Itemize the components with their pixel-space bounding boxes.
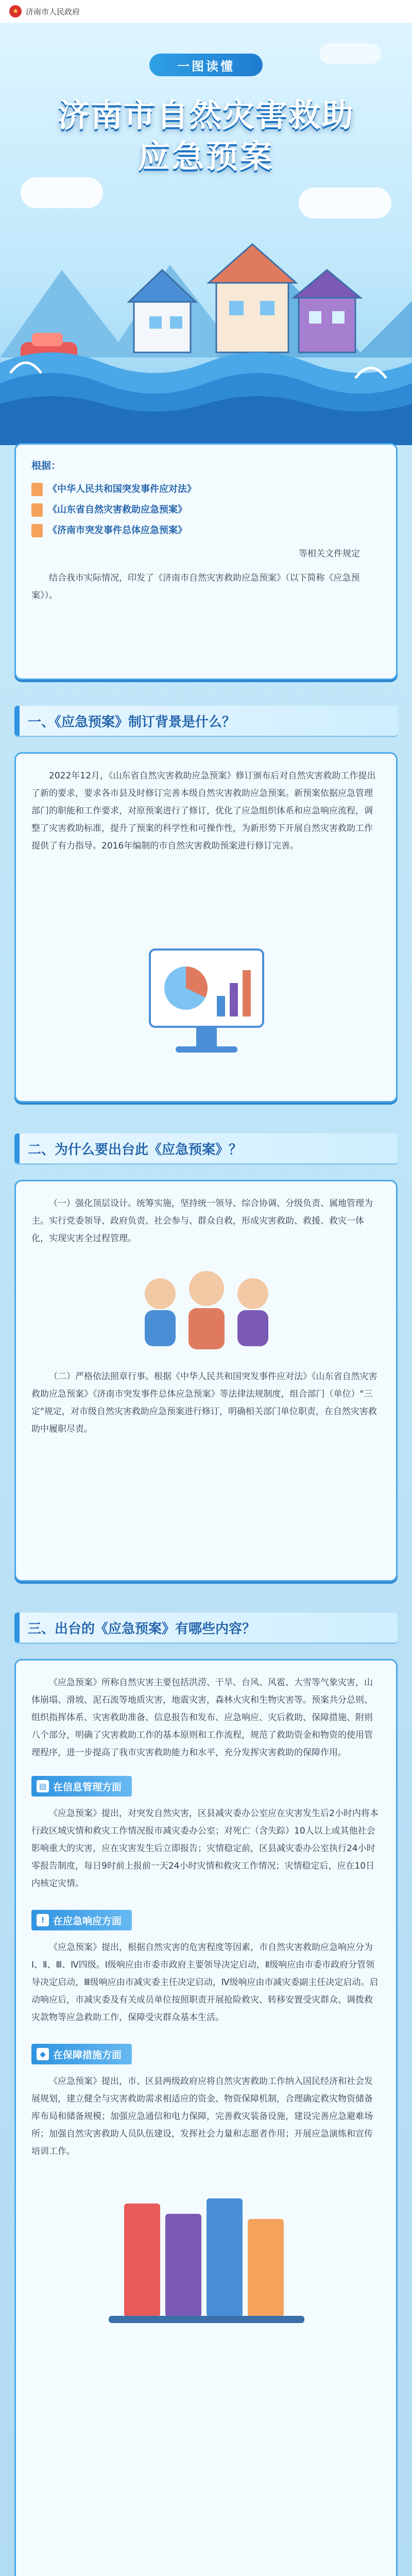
hero-title-line2: 应急预案 <box>138 138 274 175</box>
hero-banner <box>0 23 412 445</box>
top-bar <box>0 0 412 23</box>
document-icon: ▤ <box>37 1780 49 1792</box>
content-part-body: 《应急预案》提出，根据自然灾害的危害程度等因素，市自然灾害救助应急响应分为Ⅰ、Ⅱ、Ⅲ、Ⅳ四级。Ⅰ级响应由市委市政府主要领导决定启动，Ⅱ级响应由市委市政府分管领导决定启动，Ⅲ级响应由市减灾委主任决定启动，Ⅳ级响应由市减灾委副主任决定启动。启动响应后，市减灾委及有关成员单位按照职责开展抢险救灾、转移安置受灾群众、调拨救灾款物等应急救助工作，保障受灾群众基本生活。 <box>31 1942 379 2023</box>
content-part-body: 《应急预案》提出，市、区县两级政府应将自然灾害救助工作纳入国民经济和社会发展规划，建立健全与灾害救助需求相适应的资金、物资保障机制，合理确定救灾物资储备库布局和储备规模；加强应急通信和电力保障，完善救灾装备设施，建设完善应急避难场所；加强自然灾害救助人员队伍建设，发挥社会力量和志愿者作用；开展应急演练和宣传培训工作。 <box>31 2076 373 2157</box>
law-item <box>31 500 381 520</box>
shield-icon: ◆ <box>37 2048 49 2060</box>
basis-summary: 结合我市实际情况，印发了《济南市自然灾害救助应急预案》（以下简称《应急预案》）。 <box>31 573 360 601</box>
section-2-title: 二、为什么要出台此《应急预案》？ <box>14 1133 398 1163</box>
books-illustration <box>31 2183 382 2337</box>
hero-title-line1: 济南市自然灾害救助 <box>57 96 354 134</box>
alert-icon: ! <box>37 1914 49 1926</box>
law-title: 《山东省自然灾害救助应急预案》 <box>48 504 187 515</box>
content-part <box>31 1910 381 2026</box>
section-2-card <box>14 1180 398 1582</box>
section-3-intro: 《应急预案》所称自然灾害主要包括洪涝、干旱、台风、风雹、大雪等气象灾害，山体崩塌、滑坡、泥石流等地质灾害，地震灾害，森林火灾和生物灾害等。预案共分总则、组织指挥体系、灾害救助准备、信息报告和发布、应急响应、灾后救助、保障措施、附则八个部分，明确了灾害救助工作的基本原则和工作流程，规范了救助资金和物资的使用管理程序，进一步提高了我市灾害救助能力和水平，充分发挥灾害救助的保障作用。 <box>31 1677 373 1758</box>
section-3-parts <box>31 1776 381 2160</box>
section-1-title: 一、《应急预案》制订背景是什么？ <box>14 706 398 736</box>
section-3-card <box>14 1659 398 2576</box>
content-part-label <box>31 1776 132 1797</box>
section-2-point-1: （一）强化顶层设计。统筹实施，坚持统一领导、综合协调、分级负责、属地管理为主。实行党委领导、政府负责、社会参与、群众自救，形成灾害救助、救援、救灾一体化，实现灾害全过程管理。 <box>31 1198 373 1244</box>
content-part <box>31 2044 381 2160</box>
law-list <box>31 479 381 541</box>
section-2-point-2: （二）严格依法照章行事。根据《中华人民共和国突发事件应对法》《山东省自然灾害救助应急预案》《济南市突发事件总体应急预案》等法律法规制度，组合部门（单位）"三定"规定，对市级自然灾害救助应急预案进行修订，明确相关部门单位职责，在自然灾害救助中履职尽责。 <box>31 1371 377 1434</box>
hero-badge: 一图读懂 <box>149 54 263 76</box>
content-part-body: 《应急预案》提出，对突发自然灾害，区县减灾委办公室应在灾害发生后2小时内将本行政区域灾情和救灾工作情况报市减灾委办公室；对死亡（含失踪）10人以上或其他社会影响重大的灾害，应在灾害发生后立即报告；灾情稳定前，区县减灾委办公室执行24小时零报告制度，每日9时前上报前一天24小时灾情和救灾工作情况；灾情稳定后，应在10日内核定灾情。 <box>31 1808 379 1889</box>
section-1-card <box>14 752 398 1103</box>
book-icon <box>31 503 43 517</box>
basis-label: 根据： <box>31 460 61 471</box>
book-icon <box>31 524 43 537</box>
law-item <box>31 479 381 500</box>
law-title: 《济南市突发事件总体应急预案》 <box>48 525 187 536</box>
org-name: 济南市人民政府 <box>26 7 80 16</box>
content-part-label-text: 在信息管理方面 <box>53 1781 122 1793</box>
law-item <box>31 520 381 541</box>
section-1-body: 2022年12月，《山东省自然灾害救助应急预案》修订颁布后对自然灾害救助工作提出了新的要求，要求各市县及时修订完善本级自然灾害救助应急预案。新预案依据应急管理部门的职能和工作要求，对原预案进行了修订，优化了应急组织体系和应急响应流程，调整了灾害救助标准，提升了预案的科学性和可操作性，为新形势下开展自然灾害救助工作提供了有力指导。2016年编制的市自然灾害救助预案进行修订完善。 <box>31 771 376 851</box>
content-part-label <box>31 2044 132 2064</box>
content-part <box>31 1776 381 1892</box>
team-illustration <box>31 1263 382 1350</box>
law-title: 《中华人民共和国突发事件应对法》 <box>48 484 196 495</box>
content-part-label-text: 在保障措施方面 <box>53 2049 122 2061</box>
monitor-chart-illustration <box>140 939 273 1073</box>
section-3-title: 三、出台的《应急预案》有哪些内容？ <box>14 1613 398 1642</box>
book-icon <box>31 483 43 496</box>
cloud-decoration <box>319 43 381 64</box>
disaster-illustration <box>0 188 412 445</box>
basis-etc: 等相关文件规定 <box>299 549 360 559</box>
content-part-label <box>31 1910 132 1930</box>
basis-card <box>14 443 398 680</box>
content-part-label-text: 在应急响应方面 <box>53 1915 122 1927</box>
national-emblem-icon: ★ <box>9 5 22 18</box>
